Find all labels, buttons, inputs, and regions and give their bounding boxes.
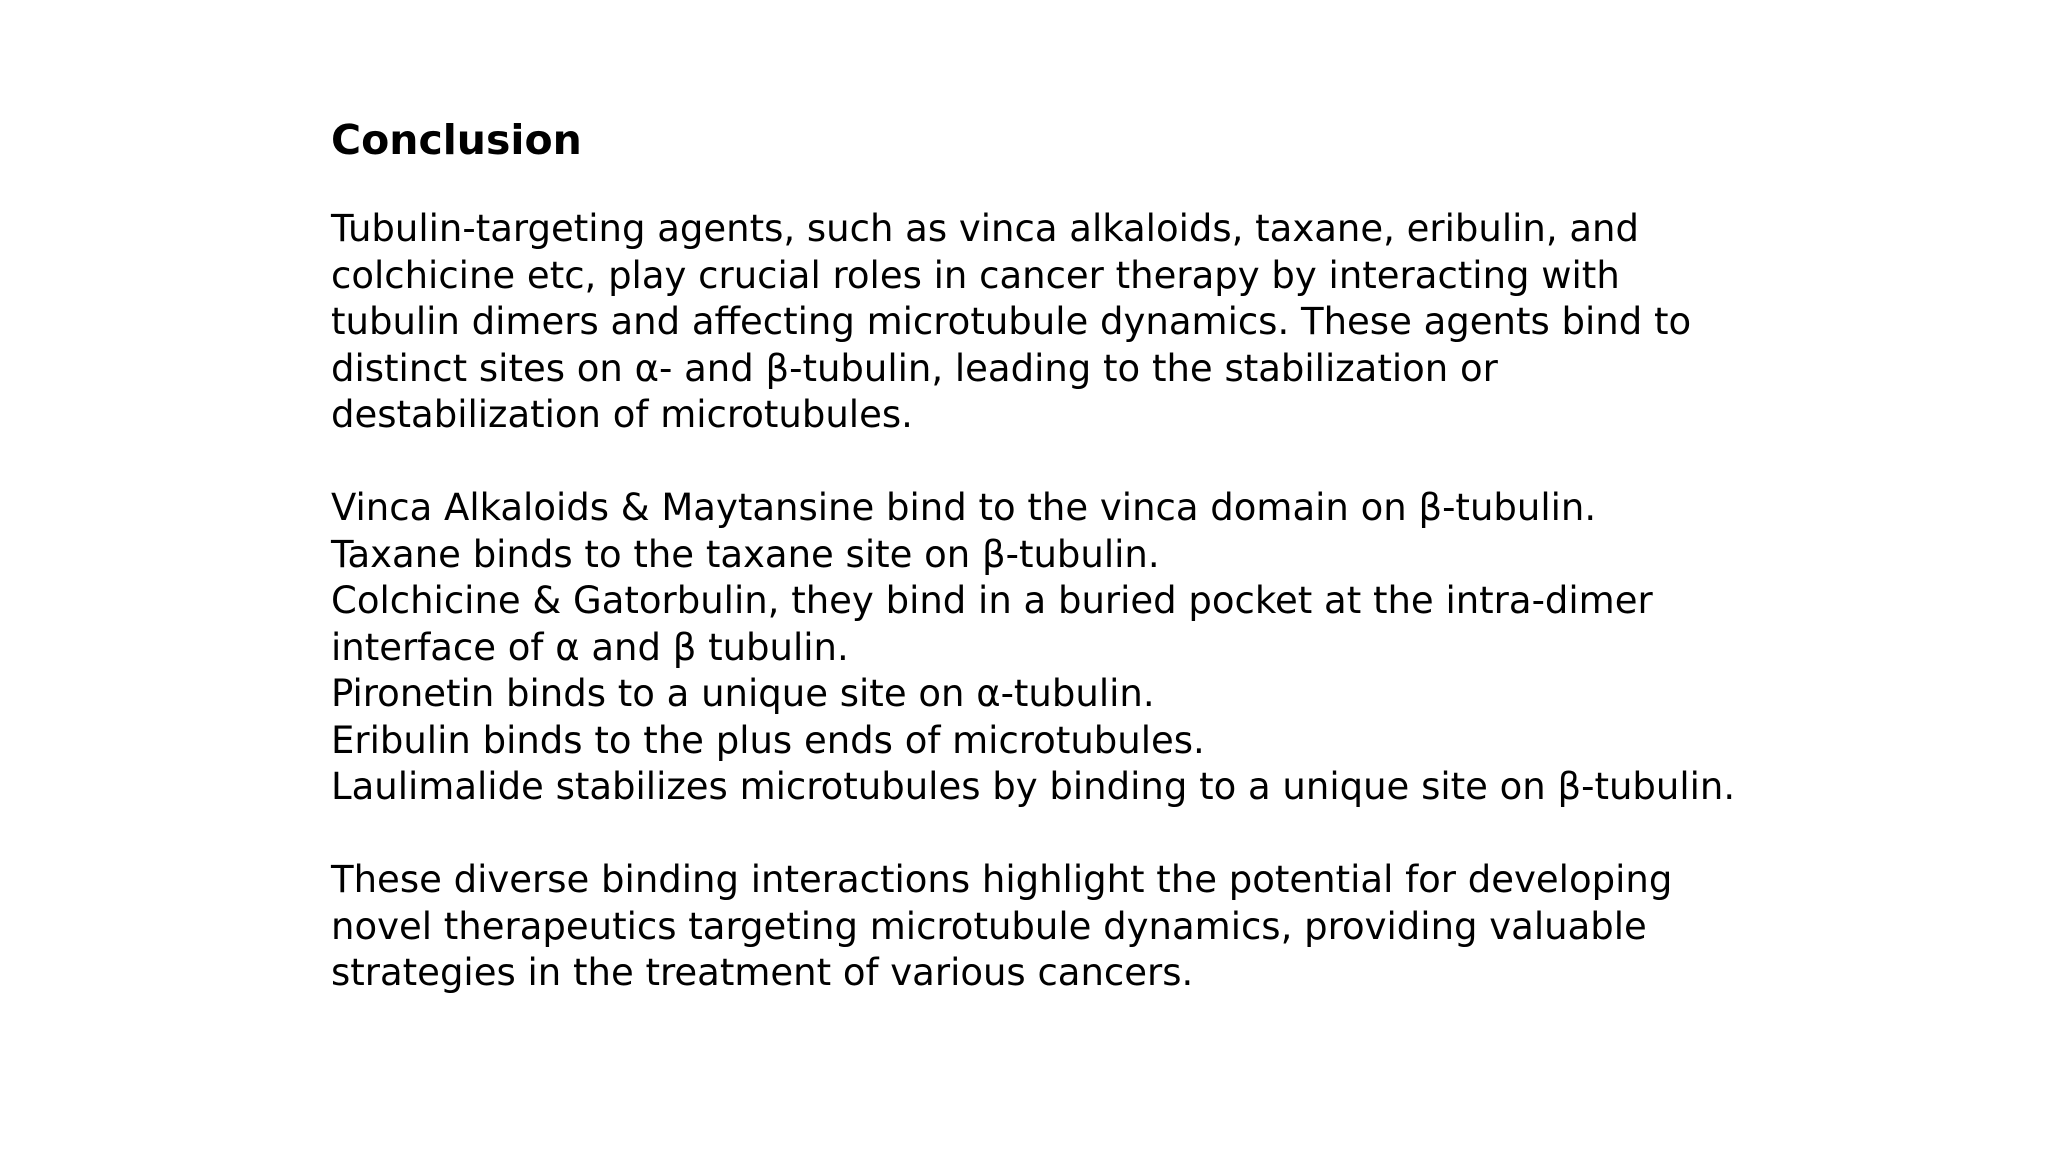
- binding-site-item: Taxane binds to the taxane site on β-tubulin.: [331, 532, 1160, 576]
- intro-paragraph: Tubulin-targeting agents, such as vinca alkaloids, taxane, eribulin, and colchicine etc, play crucial roles in cancer therapy by interacting with tubulin dimers and affecting microtubule dynamics. These agents bind to distinct sites on α- and β-tubulin, leading to the stabilization or destabilization of microtubules.: [331, 207, 1692, 436]
- binding-site-item: Colchicine & Gatorbulin, they bind in a buried pocket at the intra-dimer interface of α and β tubulin.: [331, 579, 1653, 669]
- slide-title: Conclusion: [331, 116, 582, 164]
- slide-content: [331, 110, 1751, 997]
- closing-paragraph: These diverse binding interactions highlight the potential for developing novel therapeutics targeting microtubule dynamics, providing valuable strategies in the treatment of various cancers.: [331, 858, 1673, 994]
- binding-site-item: Laulimalide stabilizes microtubules by binding to a unique site on β-tubulin.: [331, 765, 1736, 808]
- binding-site-item: Eribulin binds to the plus ends of microtubules.: [331, 718, 1205, 762]
- binding-site-item: Pironetin binds to a unique site on α-tubulin.: [331, 672, 1155, 715]
- binding-site-item: Vinca Alkaloids & Maytansine bind to the vinca domain on β-tubulin.: [331, 486, 1597, 529]
- binding-sites-list: [331, 485, 1751, 811]
